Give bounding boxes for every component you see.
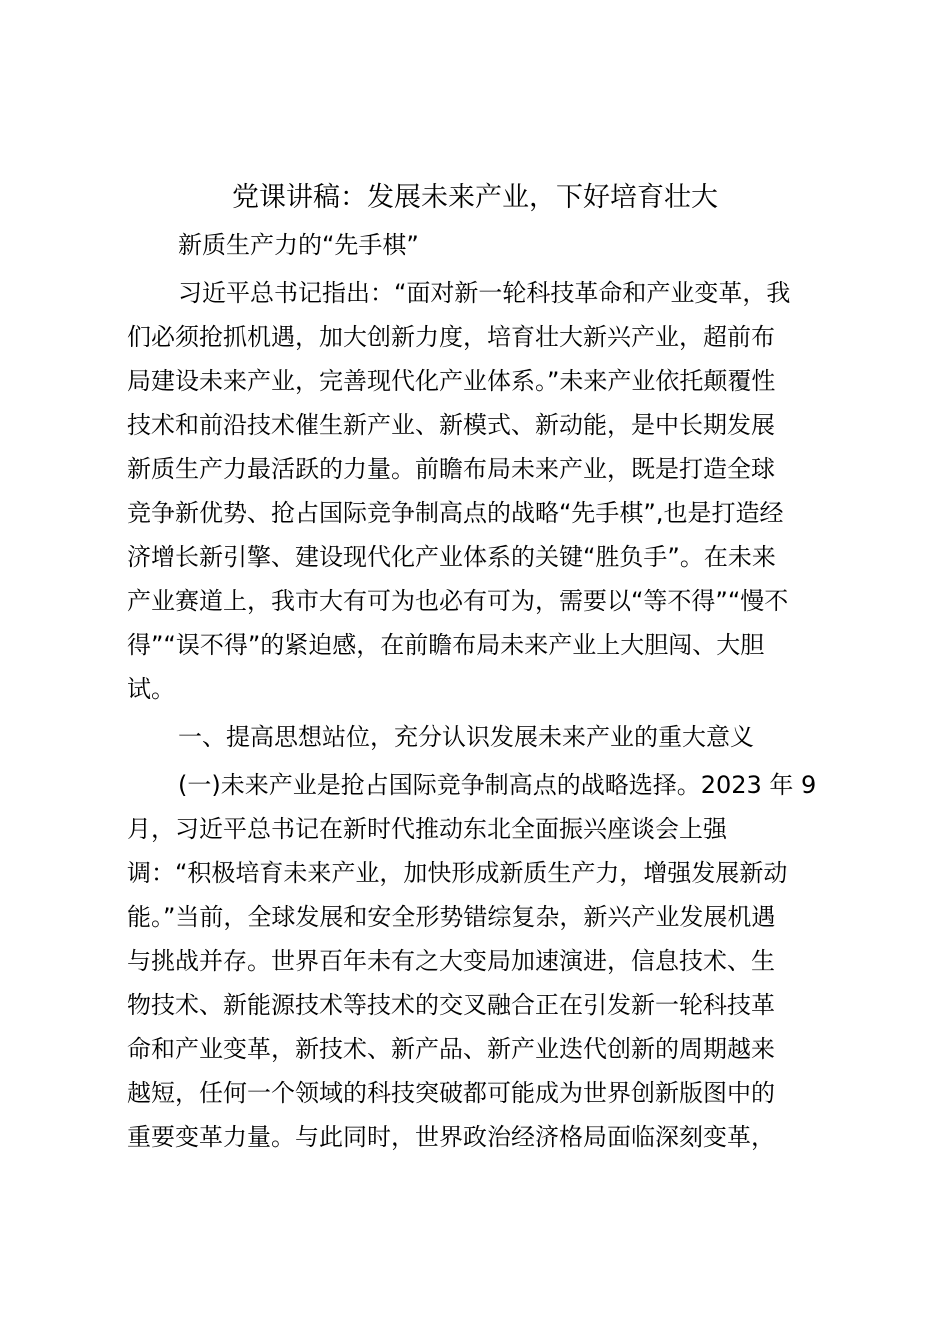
document-subtitle: 新质生产力的“先手棋” (178, 231, 419, 259)
paragraph-line: 能。”当前，全球发展和安全形势错综复杂，新兴产业发展机遇 (127, 903, 776, 931)
paragraph-line: 命和产业变革，新技术、新产品、新产业迭代创新的周期越来 (127, 1035, 775, 1063)
paragraph-line: 新质生产力最活跃的力量。前瞻布局未来产业，既是打造全球 (127, 455, 775, 483)
paragraph-line: 得”“误不得”的紧迫感，在前瞻布局未来产业上大胆闯、大胆 (127, 631, 765, 659)
paragraph-line: 重要变革力量。与此同时，世界政治经济格局面临深刻变革， (127, 1123, 775, 1151)
section-heading: 一、提高思想站位，充分认识发展未来产业的重大意义 (178, 723, 754, 751)
paragraph-line: 试。 (127, 675, 175, 703)
paragraph-line: 习近平总书记指出：“面对新一轮科技革命和产业变革，我 (178, 279, 791, 307)
paragraph-line: 月，习近平总书记在新时代推动东北全面振兴座谈会上强 (127, 815, 727, 843)
paragraph-line: 产业赛道上，我市大有可为也必有可为，需要以“等不得”“慢不 (127, 587, 789, 615)
paragraph-line: 调：“积极培育未来产业，加快形成新质生产力，增强发展新动 (127, 859, 788, 887)
paragraph-line: 们必须抢抓机遇，加大创新力度，培育壮大新兴产业，超前布 (127, 323, 775, 351)
document-title: 党课讲稿：发展未来产业，下好培育壮大 (232, 182, 718, 213)
paragraph-line: 物技术、新能源技术等技术的交叉融合正在引发新一轮科技革 (127, 991, 775, 1019)
paragraph-line: 技术和前沿技术催生新产业、新模式、新动能，是中长期发展 (127, 411, 775, 439)
paragraph-line: 越短，任何一个领域的科技突破都可能成为世界创新版图中的 (127, 1079, 775, 1107)
paragraph-line: 竞争新优势、抢占国际竞争制高点的战略“先手棋”,也是打造经 (127, 499, 784, 527)
paragraph-line: (一)未来产业是抢占国际竞争制高点的战略选择。2023 年 9 (178, 771, 817, 799)
paragraph-line: 与挑战并存。世界百年未有之大变局加速演进，信息技术、生 (127, 947, 775, 975)
paragraph-line: 局建设未来产业，完善现代化产业体系。”未来产业依托颠覆性 (127, 367, 776, 395)
paragraph-line: 济增长新引擎、建设现代化产业体系的关键“胜负手”。在未来 (127, 543, 776, 571)
